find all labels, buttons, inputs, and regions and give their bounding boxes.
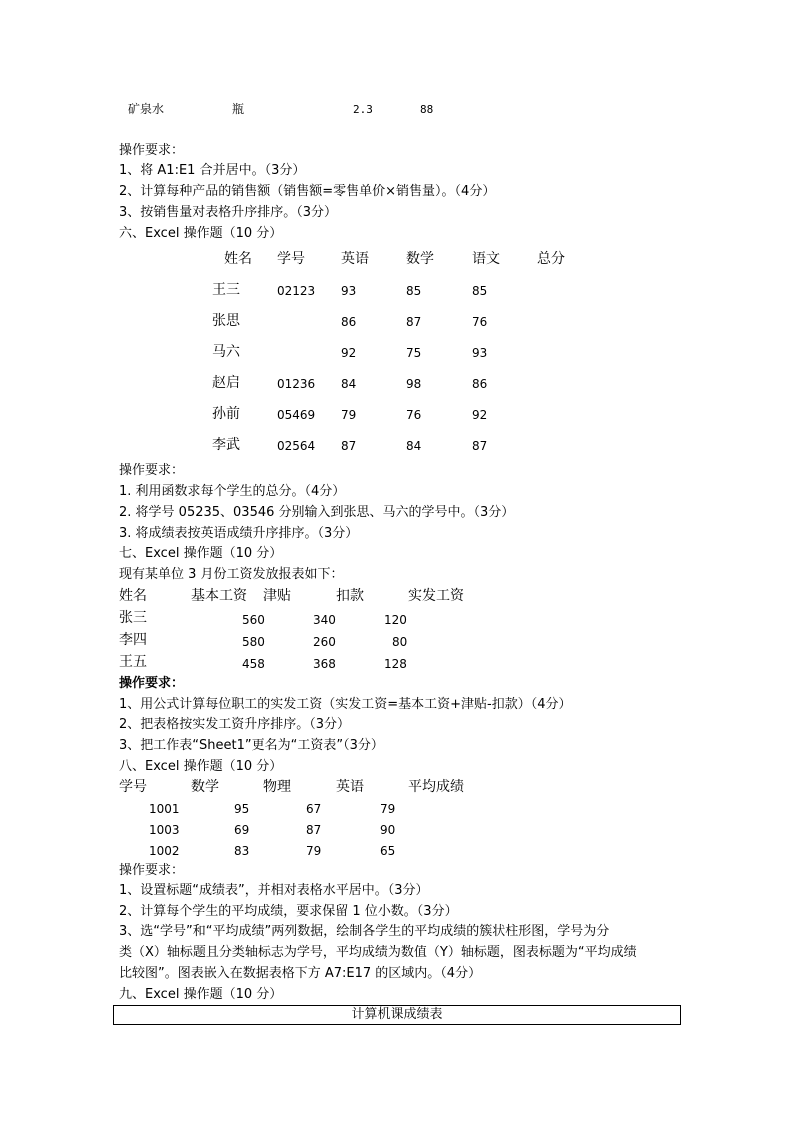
sec6-cell-english: 84	[341, 377, 357, 391]
sec6-header-chinese: 语文	[472, 251, 500, 267]
sec8-cell-english: 79	[380, 802, 396, 816]
sec6-cell-math: 87	[406, 315, 422, 329]
sec6-cell-name: 王三	[212, 282, 240, 298]
score-table-title-cell	[113, 1005, 681, 1025]
sec6-cell-math: 76	[406, 408, 422, 422]
sec6-header-math: 数学	[406, 251, 434, 267]
sec6-cell-name: 马六	[212, 344, 240, 360]
sec8-header-id: 学号	[119, 779, 147, 795]
sec6-cell-id: 02564	[277, 439, 316, 453]
sec6-req-2: 2. 将学号 05235、03546 分别输入到张思、马六的学号中。（3分）	[119, 505, 515, 520]
sec5-req-3: 3、按销售量对表格升序排序。（3分）	[119, 205, 338, 220]
sec6-req-heading: 操作要求：	[119, 463, 185, 478]
sec6-cell-id: 01236	[277, 377, 316, 391]
sec8-req-3b: 类（X）轴标题且分类轴标志为学号，平均成绩为数值（Y）轴标题，图表标题为“平均成绩	[119, 945, 637, 960]
sec8-cell-id: 1002	[149, 844, 180, 858]
sec6-cell-chinese: 76	[472, 315, 488, 329]
sec7-header-name: 姓名	[119, 588, 147, 604]
sec8-cell-math: 95	[234, 802, 250, 816]
sec8-cell-physics: 79	[306, 844, 322, 858]
sec6-req-3: 3. 将成绩表按英语成绩升序排序。（3分）	[119, 526, 359, 541]
sec5-req-heading: 操作要求：	[119, 143, 185, 158]
sec7-header-net: 实发工资	[408, 588, 464, 604]
sec8-header-english: 英语	[336, 779, 364, 795]
sec6-cell-math: 98	[406, 377, 422, 391]
sec8-req-3a: 3、选“学号”和“平均成绩”两列数据，绘制各学生的平均成绩的簇状柱形图，学号为分	[119, 924, 610, 939]
sec8-cell-english: 65	[380, 844, 396, 858]
sec6-cell-chinese: 92	[472, 408, 488, 422]
sec8-req-1: 1、设置标题“成绩表”，并相对表格水平居中。（3分）	[119, 883, 429, 898]
sec7-req-3: 3、把工作表“Sheet1”更名为“工资表”（3分）	[119, 738, 384, 753]
sec6-cell-english: 87	[341, 439, 357, 453]
score-table-title: 计算机课成绩表	[351, 1007, 443, 1022]
sec6-cell-chinese: 85	[472, 284, 488, 298]
sec6-cell-english: 79	[341, 408, 357, 422]
sec7-req-2: 2、把表格按实发工资升序排序。（3分）	[119, 717, 351, 732]
sec7-cell-base: 580	[242, 635, 265, 649]
sec8-header-physics: 物理	[263, 779, 291, 795]
product-qty: 88	[420, 103, 434, 116]
sec8-cell-math: 83	[234, 844, 250, 858]
sec6-cell-english: 93	[341, 284, 357, 298]
sec7-cell-name: 王五	[119, 654, 147, 670]
sec6-cell-chinese: 93	[472, 346, 488, 360]
sec6-cell-math: 75	[406, 346, 422, 360]
sec6-header-total: 总分	[537, 251, 565, 267]
sec7-cell-allowance: 260	[313, 635, 336, 649]
sec8-req-2: 2、计算每个学生的平均成绩，要求保留 1 位小数。（3分）	[119, 904, 458, 919]
sec8-cell-english: 90	[380, 823, 396, 837]
sec6-title: 六、Excel 操作题（10 分）	[119, 226, 283, 241]
sec6-cell-chinese: 86	[472, 377, 488, 391]
sec8-cell-id: 1003	[149, 823, 180, 837]
sec6-req-1: 1. 利用函数求每个学生的总分。（4分）	[119, 484, 346, 499]
sec7-cell-allowance: 340	[313, 613, 336, 627]
sec7-cell-deduction: 120	[384, 613, 407, 627]
product-name: 矿泉水	[128, 102, 165, 116]
sec6-cell-english: 92	[341, 346, 357, 360]
sec8-cell-physics: 67	[306, 802, 322, 816]
sec6-cell-id: 05469	[277, 408, 316, 422]
sec6-cell-math: 85	[406, 284, 422, 298]
sec5-req-1: 1、将 A1:E1 合并居中。（3分）	[119, 163, 306, 178]
sec7-cell-name: 张三	[119, 610, 147, 626]
sec6-cell-name: 李武	[212, 437, 240, 453]
sec7-header-allowance: 津贴	[263, 588, 291, 604]
sec7-cell-base: 458	[242, 657, 265, 671]
sec7-cell-deduction: 80	[392, 635, 408, 649]
sec8-cell-id: 1001	[149, 802, 180, 816]
sec7-req-heading: 操作要求：	[119, 676, 185, 691]
sec8-cell-math: 69	[234, 823, 250, 837]
sec6-header-id: 学号	[277, 251, 305, 267]
product-unit: 瓶	[232, 102, 245, 116]
sec7-cell-deduction: 128	[384, 657, 407, 671]
sec7-cell-allowance: 368	[313, 657, 336, 671]
sec7-title: 七、Excel 操作题（10 分）	[119, 546, 283, 561]
sec6-header-name: 姓名	[224, 251, 252, 267]
sec6-cell-chinese: 87	[472, 439, 488, 453]
sec7-req-1: 1、用公式计算每位职工的实发工资（实发工资=基本工资+津贴-扣款）（4分）	[119, 697, 572, 712]
sec6-cell-math: 84	[406, 439, 422, 453]
sec8-title: 八、Excel 操作题（10 分）	[119, 759, 283, 774]
sec6-cell-name: 孙前	[212, 406, 240, 422]
sec8-header-avg: 平均成绩	[408, 779, 464, 795]
sec7-intro: 现有某单位 3 月份工资发放报表如下：	[119, 567, 344, 582]
sec6-header-english: 英语	[341, 251, 369, 267]
sec7-cell-name: 李四	[119, 632, 147, 648]
sec8-req-3c: 比较图”。图表嵌入在数据表格下方 A7:E17 的区域内。（4分）	[119, 966, 482, 981]
sec8-req-heading: 操作要求：	[119, 863, 185, 878]
sec9-title: 九、Excel 操作题（10 分）	[119, 987, 283, 1002]
sec7-header-base: 基本工资	[191, 588, 247, 604]
sec6-cell-name: 赵启	[212, 375, 240, 391]
sec8-header-math: 数学	[191, 779, 219, 795]
sec6-cell-name: 张思	[212, 313, 240, 329]
product-price: 2.3	[353, 103, 373, 116]
sec6-cell-id: 02123	[277, 284, 316, 298]
sec6-cell-english: 86	[341, 315, 357, 329]
sec7-header-deduction: 扣款	[336, 588, 364, 604]
sec5-req-2: 2、计算每种产品的销售额（销售额=零售单价×销售量）。（4分）	[119, 184, 496, 199]
sec8-cell-physics: 87	[306, 823, 322, 837]
sec7-cell-base: 560	[242, 613, 265, 627]
